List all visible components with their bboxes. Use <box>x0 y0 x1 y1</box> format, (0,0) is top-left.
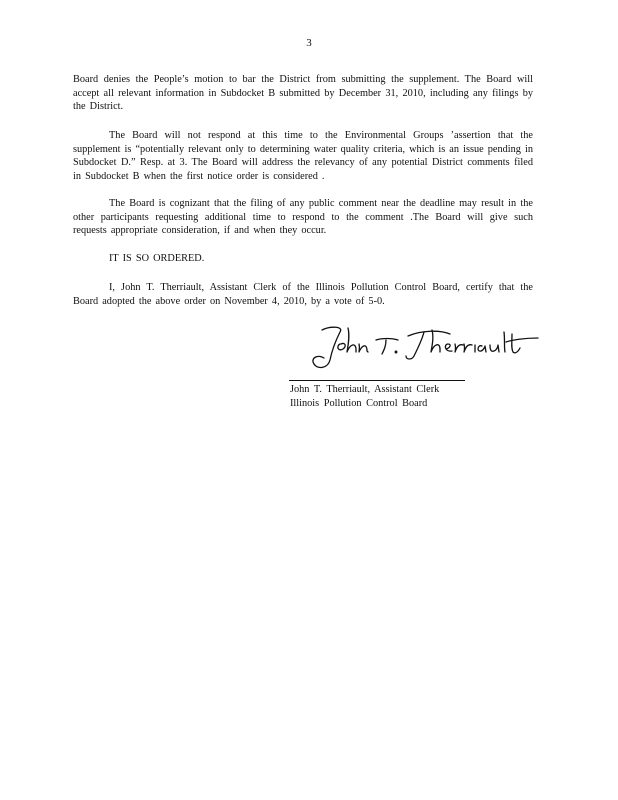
signature-line <box>289 380 465 381</box>
paragraph-public-comment: The Board is cognizant that the filing of any public comment near the deadline may result in the other participants requesting additional time to respond to the comment .The Board will give such requests appropriate consideration, if and when they occur. <box>73 198 533 236</box>
paragraph-certification: I, John T. Therriault, Assistant Clerk of the Illinois Pollution Control Board, certify that the Board adopted the above order on November 4, 2010, by a vote of 5-0. <box>73 282 533 307</box>
paragraph-so-ordered: IT IS SO ORDERED. <box>109 253 205 264</box>
handwritten-signature <box>300 318 550 374</box>
page-number: 3 <box>306 37 312 49</box>
paragraph-motion-ruling: Board denies the People’s motion to bar the District from submitting the supplement. The Board will accept all relevant information in Subdocket B submitted by December 31, 2010, including any filings by the District. <box>73 74 533 112</box>
signatory-name-title: John T. Therriault, Assistant Clerk <box>290 384 440 395</box>
paragraph-environmental-groups: The Board will not respond at this time to the Environmental Groups ’assertion that the supplement is “potentially relevant only to determining water quality criteria, which is an issue pending in Subdocket D.” Resp. at 3. The Board will address the relevancy of any potential District comments filed in Subdocket B when the first notice order is considered . <box>73 130 534 182</box>
signatory-organization: Illinois Pollution Control Board <box>290 398 428 409</box>
